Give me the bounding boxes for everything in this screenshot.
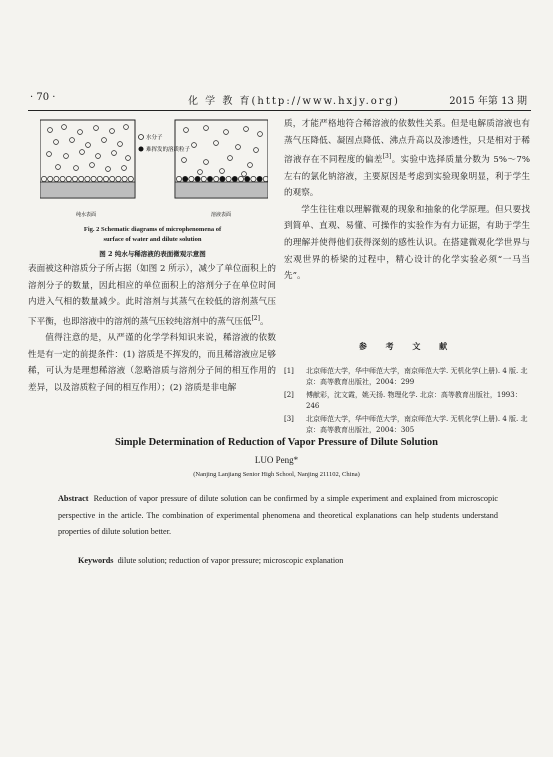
reference-item <box>284 414 530 436</box>
solvent-molecule <box>60 176 65 181</box>
solvent-molecule <box>184 128 189 133</box>
reference-number: [3] <box>284 415 294 423</box>
solute-molecule <box>232 176 237 181</box>
figure-2-diagram <box>40 118 268 220</box>
solvent-molecule <box>94 126 99 131</box>
solvent-molecule <box>78 130 83 135</box>
solvent-molecule <box>118 142 123 147</box>
caption-en-line1: Fig. 2 Schematic diagrams of microphenomena of <box>83 226 222 233</box>
right-para1-text-b: 。实验中选择质量分数为 5%～7% 左右的氯化钠溶液，主要原因是考虑到实验现象明显，利于学生的观察。 <box>284 155 530 199</box>
solvent-molecule <box>224 130 229 135</box>
solvent-molecule <box>90 163 95 168</box>
solution-surface-molecules <box>176 176 268 181</box>
left-column <box>28 261 276 397</box>
references-title: 参 考 文 献 <box>358 341 456 351</box>
solvent-molecule <box>122 176 127 181</box>
solvent-molecule <box>54 140 59 145</box>
solvent-molecule <box>48 128 53 133</box>
citation-2: [2] <box>251 314 260 322</box>
journal-header: 化 学 教 育(http://www.hxjy.org) <box>188 96 400 107</box>
figure-caption-en <box>30 225 275 245</box>
solvent-molecule <box>70 138 75 143</box>
solvent-molecule <box>201 176 206 181</box>
solvent-molecule <box>64 154 69 159</box>
solvent-molecule <box>116 176 121 181</box>
solvent-molecule <box>62 125 67 130</box>
solvent-molecule <box>258 132 263 137</box>
solvent-molecule <box>72 176 77 181</box>
right-para1-text-a: 质，才能严格地符合稀溶液的依数性关系。但是电解质溶液也有蒸气压降低、凝固点降低、沸点升高以及渗透性，只是相对于稀溶液存在不同程度的偏差 <box>284 119 530 166</box>
left-para1-end: 。 <box>259 316 269 327</box>
solvent-molecule <box>41 176 46 181</box>
solute-legend-icon <box>139 147 144 152</box>
solute-molecule <box>220 176 225 181</box>
solvent-molecule <box>189 176 194 181</box>
keywords-text: dilute solution; reduction of vapor pressure; microscopic explanation <box>117 556 344 565</box>
reference-text: 北京师范大学，华中师范大学，南京师范大学. 无机化学(上册). 4 版. 北京：高等教育出版社，2004：305 <box>306 415 528 434</box>
solute-molecule <box>183 176 188 181</box>
solvent-molecule <box>220 169 225 174</box>
keywords-label: Keywords <box>78 556 114 565</box>
reference-text: 北京师范大学，华中师范大学，南京师范大学. 无机化学(上册). 4 版. 北京：高等教育出版社，2004：299 <box>306 367 528 386</box>
solvent-molecule <box>102 138 107 143</box>
solvent-molecule <box>110 129 115 134</box>
solvent-molecule <box>48 176 53 181</box>
solvent-molecule <box>192 143 197 148</box>
solvent-molecule <box>204 126 209 131</box>
reference-text: 傅献彩，沈文霞，姚天扬. 物理化学. 北京：高等教育出版社，1993：246 <box>306 391 522 410</box>
vapor-molecules-left <box>47 125 131 172</box>
figure-legend <box>139 133 191 153</box>
citation-3: [3] <box>382 153 392 161</box>
solvent-molecule <box>244 127 249 132</box>
legend-solute-label: 难挥发的溶质粒子 <box>146 147 191 153</box>
english-title: Simple Determination of Reduction of Vapor Pressure of Dilute Solution <box>115 437 438 448</box>
solvent-molecule <box>126 156 131 161</box>
solvent-molecule <box>106 167 111 172</box>
left-para1-text: 表面被这种溶质分子所占据（如图 2 所示），减少了单位面积上的溶剂分子的数量，因此相应的单位面积上的溶剂分子在单位时间内进入气相的数量减少。此时溶剂与其蒸气在较低的溶剂蒸气压下平衡，也即溶液中的溶剂的蒸气压较纯溶剂中的蒸气压低 <box>28 264 276 327</box>
solvent-molecule <box>54 176 59 181</box>
pure-water-panel <box>40 120 135 198</box>
left-paragraph-2: 值得注意的是，从严谨的化学学科知识来说，稀溶液的依数性是有一定的前提条件：(1) 溶质是不挥发的，而且稀溶液应足够稀，可认为是理想稀溶液（忽略溶质与溶剂分子间的相互作用的差异，以及溶质粒子间的相互作用）；(2) 溶质是非电解 <box>28 333 276 394</box>
solvent-molecule <box>254 148 259 153</box>
label-pure-water: 纯水表面 <box>75 212 97 218</box>
solute-molecule <box>207 176 212 181</box>
solvent-molecule <box>85 176 90 181</box>
english-keywords <box>78 556 498 565</box>
issue-label: 2015 年第 13 期 <box>449 96 527 107</box>
solvent-molecule <box>124 125 129 130</box>
solvent-molecule <box>103 176 108 181</box>
solvent-molecule <box>228 156 233 161</box>
solvent-molecule <box>112 151 117 156</box>
solvent-molecule <box>263 176 268 181</box>
solvent-molecule <box>128 176 133 181</box>
reference-item <box>284 366 530 388</box>
solvent-molecule <box>97 176 102 181</box>
legend-solvent-label: 水分子 <box>146 135 163 141</box>
solvent-molecule <box>56 165 61 170</box>
water-surface-molecules <box>41 176 133 181</box>
solvent-molecule <box>238 176 243 181</box>
solvent-molecule <box>214 141 219 146</box>
solvent-molecule <box>176 176 181 181</box>
right-column <box>284 116 530 285</box>
solvent-molecule <box>248 163 253 168</box>
caption-en-line2: surface of water and dilute solution <box>103 236 202 243</box>
abstract-label: Abstract <box>58 494 89 503</box>
solvent-molecule <box>242 172 247 177</box>
right-paragraph-2: 学生往往难以理解微观的现象和抽象的化学原理。但只要找到简单、直观、易懂、可操作的实验作为有力证据，有助于学生的理解并使得他们获得深刻的感性认识。在搭建微观化学世界与宏观世界的桥梁的过程中，精心设计的化学实验必须“一马当先”。 <box>284 204 530 282</box>
solvent-molecule <box>204 160 209 165</box>
solvent-molecule <box>122 166 127 171</box>
vapor-molecules-right <box>182 126 263 177</box>
solvent-molecule <box>79 176 84 181</box>
left-paragraph-1 <box>28 261 276 330</box>
solvent-molecule <box>182 158 187 163</box>
solvent-molecule <box>86 143 91 148</box>
label-solution: 溶液表面 <box>210 212 232 218</box>
solution-panel <box>175 120 268 198</box>
solute-molecule <box>245 176 250 181</box>
solvent-molecule <box>80 150 85 155</box>
english-affiliation: (Nanjing Lanjiang Senior High School, Nanjing 211102, China) <box>193 471 360 478</box>
solvent-molecule <box>74 166 79 171</box>
reference-number: [1] <box>284 367 294 375</box>
abstract-text: Reduction of vapor pressure of dilute solution can be confirmed by a simple experiment and explained from microscopic perspective in the article. The combination of experimental phenomena and theoretical explanations can help students understand properties of dilute solution better. <box>58 494 499 536</box>
solvent-molecule <box>198 170 203 175</box>
header-rule <box>28 110 531 111</box>
solvent-molecule <box>96 154 101 159</box>
right-paragraph-1 <box>284 116 530 202</box>
english-abstract <box>58 491 498 541</box>
reference-number: [2] <box>284 391 294 399</box>
solvent-molecule <box>251 176 256 181</box>
solvent-molecule <box>226 176 231 181</box>
solute-molecule <box>257 176 262 181</box>
solvent-molecule <box>236 145 241 150</box>
solvent-molecule <box>214 176 219 181</box>
solvent-legend-icon <box>139 135 144 140</box>
solvent-molecule <box>66 176 71 181</box>
solvent-molecule <box>47 152 52 157</box>
solute-molecule <box>195 176 200 181</box>
solvent-molecule <box>110 176 115 181</box>
english-author: LUO Peng* <box>254 455 299 465</box>
figure-caption-cn: 图 2 纯水与稀溶液的表面微观示意图 <box>99 250 206 258</box>
solvent-molecule <box>91 176 96 181</box>
reference-item <box>284 390 530 412</box>
page-number: · 70 · <box>30 92 56 103</box>
